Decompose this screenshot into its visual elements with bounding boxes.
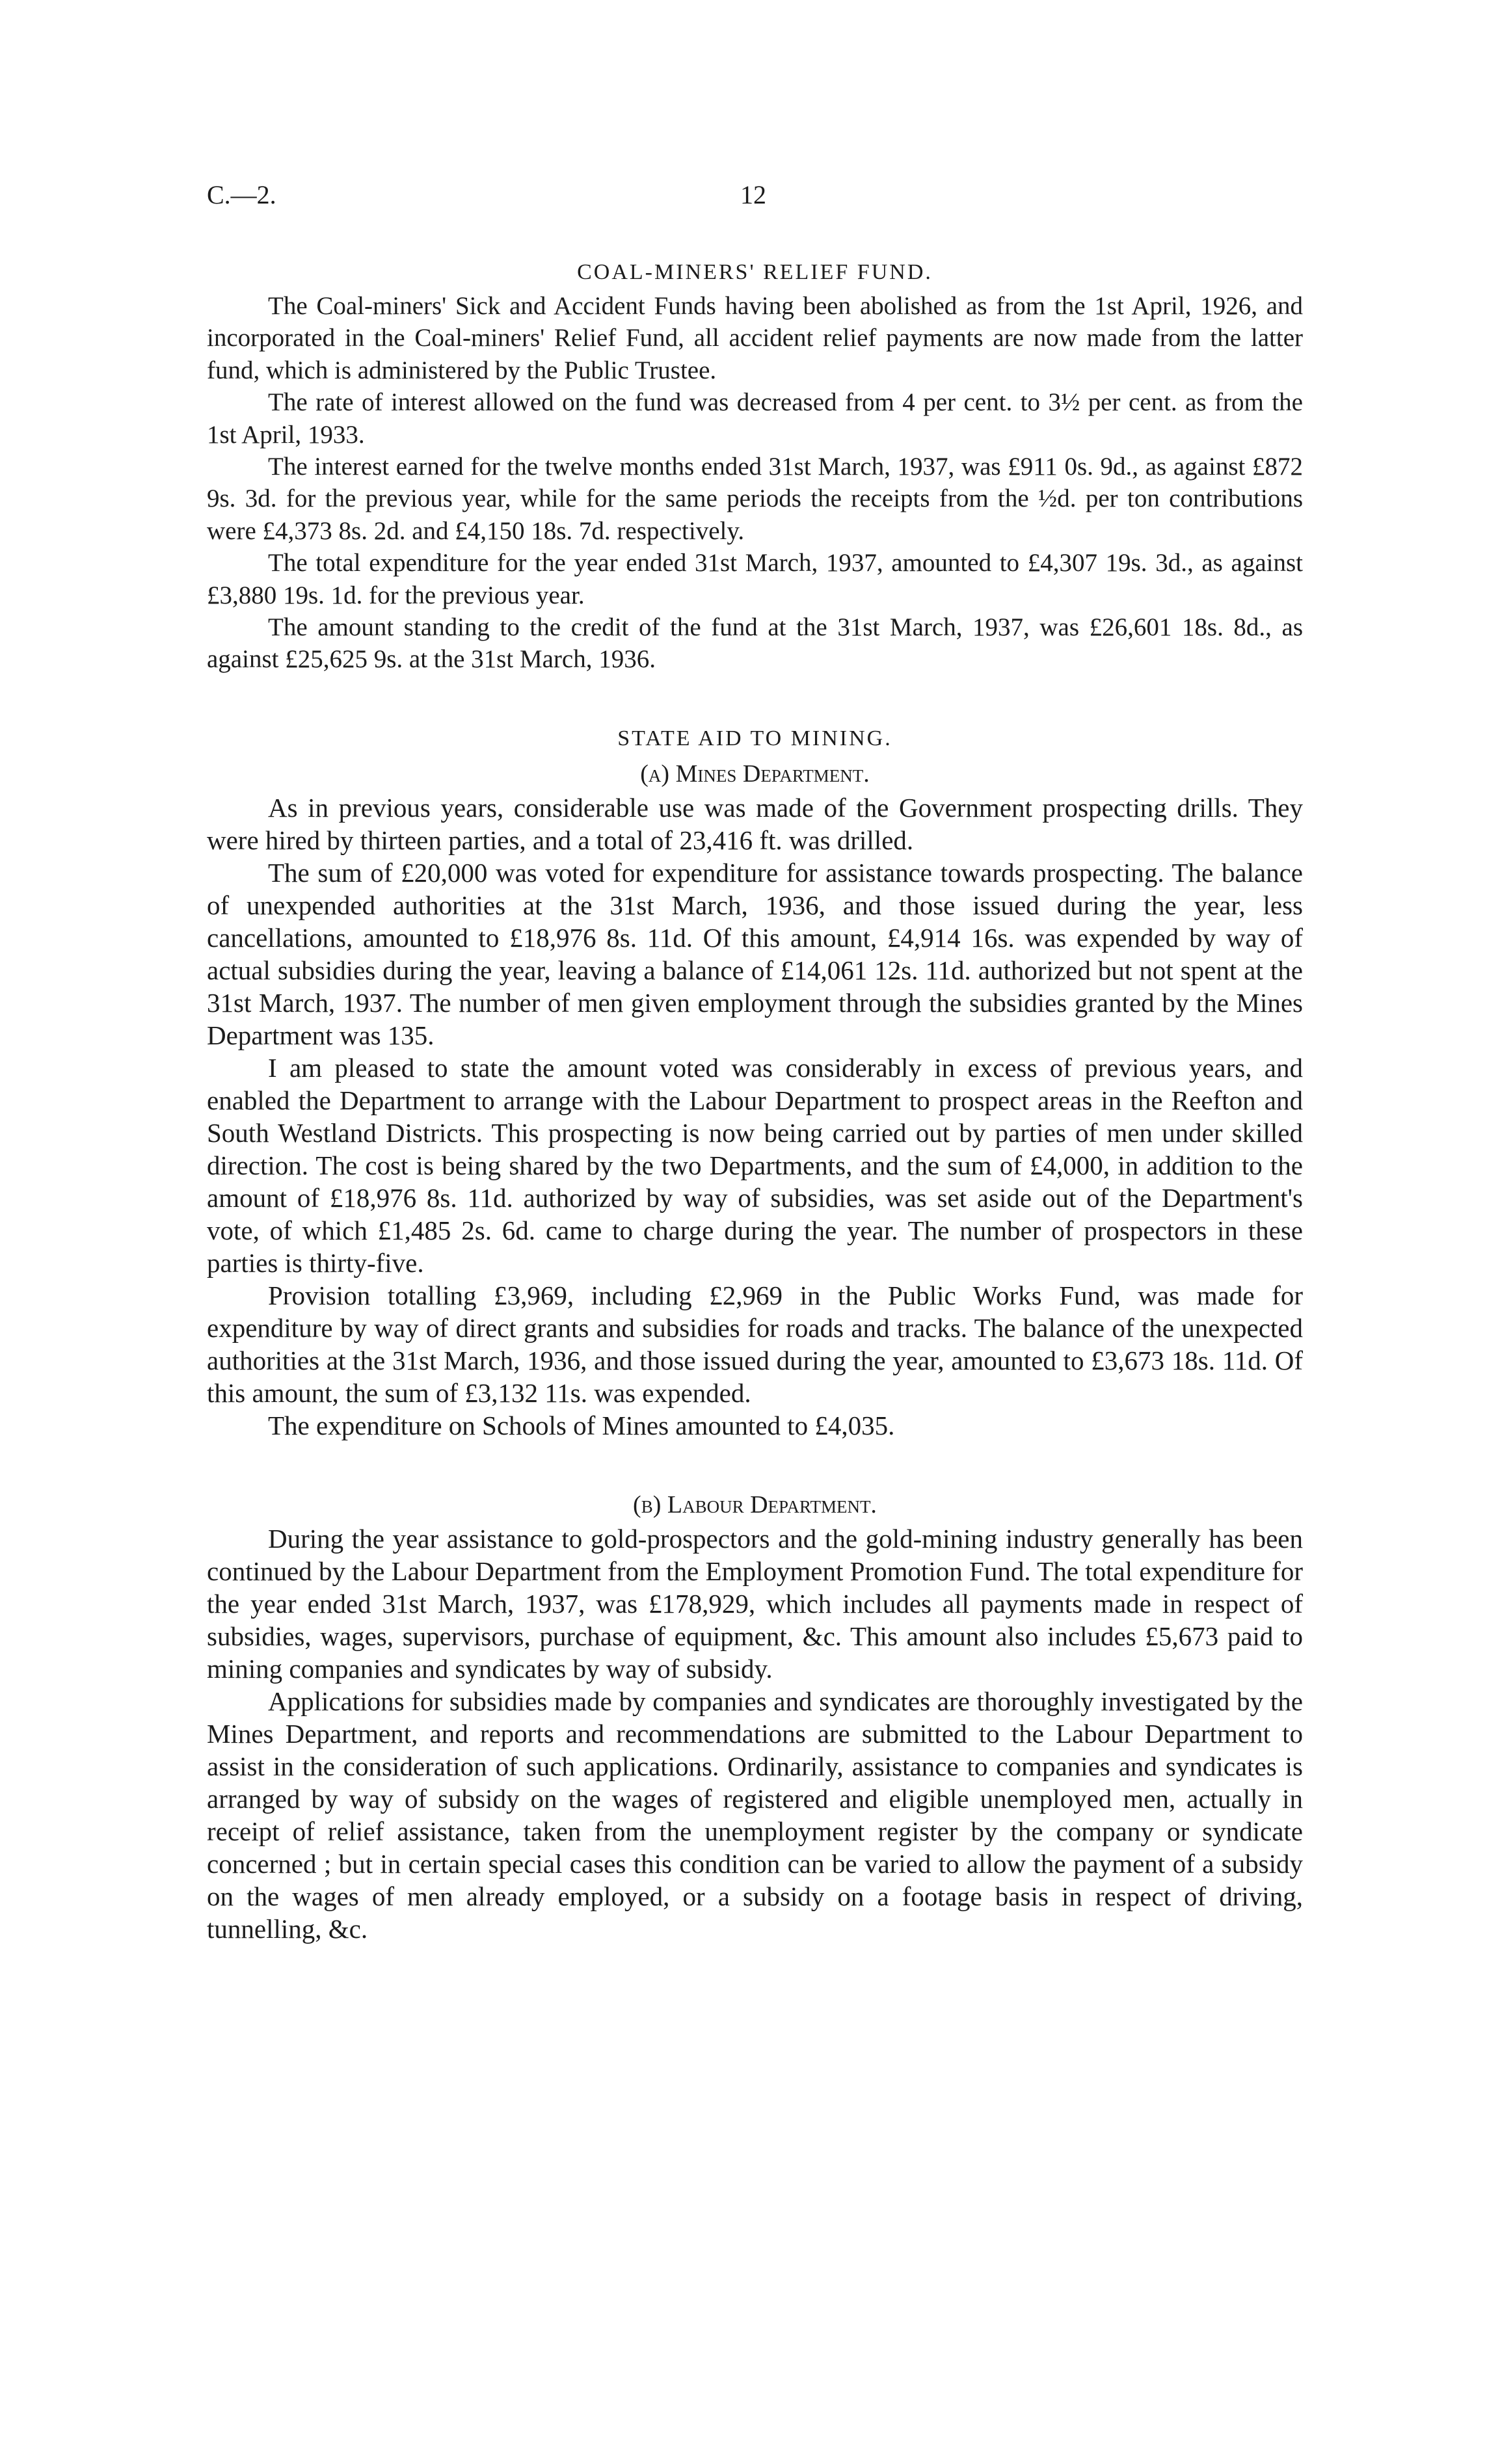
body-text: [207, 255, 1303, 1945]
paragraph: As in previous years, considerable use was made of the Government prospecting drills. They were hired by thirteen parties, and a total of 23,416 ft. was drilled.: [207, 792, 1303, 855]
paragraph: I am pleased to state the amount voted was considerably in excess of previous years, and enabled the Department to arrange with the Labour Department to prospect areas in the Reefton and South Westland Districts. This prospecting is now being carried out by parties of men under skilled direction. The cost is being shared by the two Departments, and the sum of £4,000, in addition to the amount of £18,976 8s. 11d. authorized by way of subsidies, was set aside out of the Department's vote, of which £1,485 2s. 6d. came to charge during the year. The number of prospectors in these parties is thirty-five.: [207, 1052, 1303, 1278]
paragraph: Applications for subsidies made by companies and syndicates are thoroughly investigated by the Mines Department, and reports and recommendations are submitted to the Labour Department to assist in the consideration of such applications. Ordinarily, assistance to companies and syndicates is arranged by way of subsidy on the wages of registered and eligible unemployed men, actually in receipt of relief assistance, taken from the unemployment register by the company or syndicate concerned ; but in certain special cases this condition can be varied to allow the payment of a subsidy on the wages of men already employed, or a subsidy on a footage basis in respect of driving, tunnelling, &c.: [207, 1686, 1303, 1944]
document-reference: C.—2.: [207, 180, 276, 209]
paragraph: The expenditure on Schools of Mines amounted to £4,035.: [268, 1410, 895, 1440]
section-state-aid: [207, 721, 1303, 1945]
subsection-heading-labour-department: (b) Labour Department.: [633, 1490, 877, 1518]
section-heading-state-aid: STATE AID TO MINING.: [617, 726, 892, 750]
subsection-heading-mines-department: (a) Mines Department.: [640, 760, 870, 788]
paragraph: The amount standing to the credit of the fund at the 31st March, 1937, was £26,601 18s. 8d., as against £25,625 9s. at the 31st March, 1936.: [207, 613, 1303, 674]
section-spacer: [207, 1442, 1303, 1487]
paragraph: Provision totalling £3,969, including £2,969 in the Public Works Fund, was made for expenditure by way of direct grants and subsidies for roads and tracks. The balance of the unexpected authorities at the 31st March, 1936, and those issued during the year, amounted to £3,673 18s. 11d. Of this amount, the sum of £3,132 11s. was expended.: [207, 1280, 1303, 1408]
paragraph: The rate of interest allowed on the fund was decreased from 4 per cent. to 3½ per cent. as from the 1st April, 1933.: [207, 388, 1303, 449]
paragraph: The total expenditure for the year ended 31st March, 1937, amounted to £4,307 19s. 3d., as against £3,880 19s. 1d. for the previous year.: [207, 549, 1303, 609]
running-head: [207, 176, 1303, 215]
section-relief-fund: [207, 255, 1303, 676]
paragraph: The sum of £20,000 was voted for expenditure for assistance towards prospecting. The balance of unexpended authorities at the 31st March, 1936, and those issued during the year, less cancellations, amounted to £18,976 8s. 11d. Of this amount, £4,914 16s. was expended by way of actual subsidies during the year, leaving a balance of £14,061 12s. 11d. authorized but not spent at the 31st March, 1937. The number of men given employment through the subsidies granted by the Mines Department was 135.: [207, 857, 1303, 1050]
page-number: 12: [740, 180, 766, 209]
section-spacer: [207, 676, 1303, 721]
paragraph: During the year assistance to gold-prospectors and the gold-mining industry generally has been continued by the Labour Department from the Employment Promotion Fund. The total expenditure for the year ended 31st March, 1937, was £178,929, which includes all payments made in respect of subsidies, wages, supervisors, purchase of equipment, &c. This amount also includes £5,673 paid to mining companies and syndicates by way of subsidy.: [207, 1523, 1303, 1684]
paragraph: The interest earned for the twelve months ended 31st March, 1937, was £911 0s. 9d., as against £872 9s. 3d. for the previous year, while for the same periods the receipts from the ½d. per ton contributions were £4,373 8s. 2d. and £4,150 18s. 7d. respectively.: [207, 453, 1303, 545]
paragraph: The Coal-miners' Sick and Accident Funds having been abolished as from the 1st April, 1926, and incorporated in the Coal-miners' Relief Fund, all accident relief payments are now made from the latter fund, which is administered by the Public Trustee.: [207, 292, 1303, 384]
section-heading-relief-fund: COAL-MINERS' RELIEF FUND.: [577, 260, 933, 284]
